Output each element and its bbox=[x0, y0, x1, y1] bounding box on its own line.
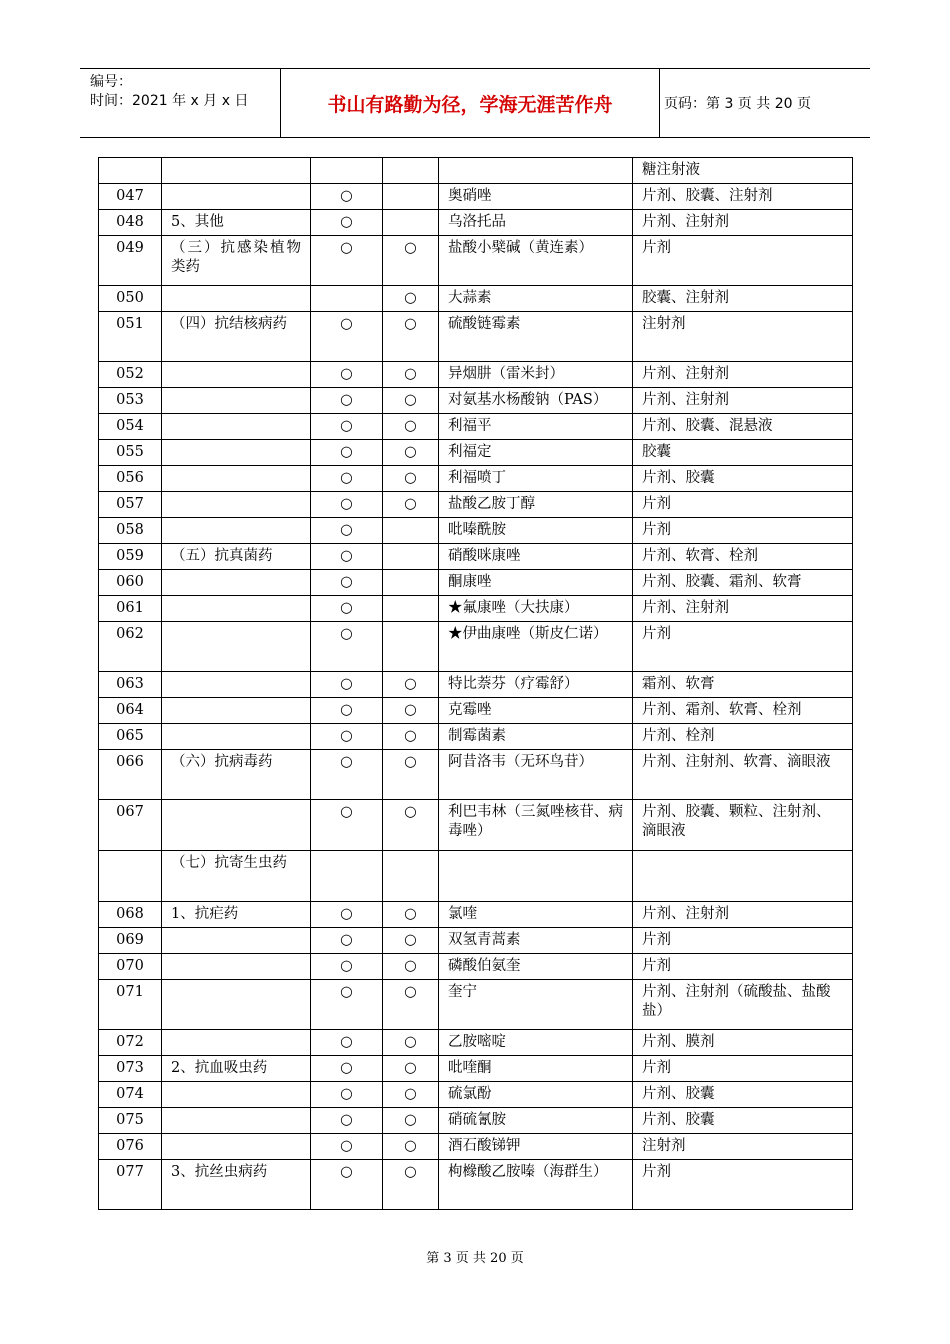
row-dosage-form: 片剂、栓剂 bbox=[633, 724, 853, 750]
row-number: 070 bbox=[99, 954, 162, 980]
page-footer: 第 3 页 共 20 页 bbox=[426, 1251, 524, 1266]
row-mark-1 bbox=[311, 851, 383, 902]
row-dosage-form: 片剂 bbox=[633, 492, 853, 518]
row-drug-name: 硝酸咪康唑 bbox=[439, 544, 633, 570]
row-mark-2 bbox=[383, 570, 439, 596]
document-time-label: 时间：2021 年 x 月 x 日 bbox=[90, 93, 249, 109]
row-mark-1: ○ bbox=[311, 492, 383, 518]
row-dosage-form: 注射剂 bbox=[633, 1134, 853, 1160]
table-row bbox=[99, 414, 853, 440]
row-drug-name: 奎宁 bbox=[439, 980, 633, 1030]
row-mark-2: ○ bbox=[383, 1082, 439, 1108]
row-mark-2: ○ bbox=[383, 492, 439, 518]
table-row bbox=[99, 1160, 853, 1210]
row-mark-2: ○ bbox=[383, 1108, 439, 1134]
row-mark-1: ○ bbox=[311, 724, 383, 750]
row-category: 1、抗疟药 bbox=[162, 902, 311, 928]
row-drug-name: ★氟康唑（大扶康） bbox=[439, 596, 633, 622]
row-mark-1: ○ bbox=[311, 698, 383, 724]
row-drug-name: 吡嗪酰胺 bbox=[439, 518, 633, 544]
row-mark-2: ○ bbox=[383, 1030, 439, 1056]
row-mark-1: ○ bbox=[311, 902, 383, 928]
row-mark-2 bbox=[383, 622, 439, 672]
row-dosage-form: 胶囊 bbox=[633, 440, 853, 466]
table-row bbox=[99, 698, 853, 724]
row-category bbox=[162, 800, 311, 851]
row-number: 061 bbox=[99, 596, 162, 622]
table-row bbox=[99, 518, 853, 544]
row-mark-2 bbox=[383, 158, 439, 184]
row-category bbox=[162, 492, 311, 518]
row-dosage-form: 片剂、胶囊、混悬液 bbox=[633, 414, 853, 440]
row-number: 063 bbox=[99, 672, 162, 698]
row-mark-1: ○ bbox=[311, 596, 383, 622]
row-mark-2: ○ bbox=[383, 980, 439, 1030]
row-number: 069 bbox=[99, 928, 162, 954]
row-dosage-form: 片剂、注射剂 bbox=[633, 902, 853, 928]
row-mark-2: ○ bbox=[383, 750, 439, 800]
table-row bbox=[99, 440, 853, 466]
row-number: 053 bbox=[99, 388, 162, 414]
row-number: 049 bbox=[99, 236, 162, 286]
row-category bbox=[162, 980, 311, 1030]
row-number: 076 bbox=[99, 1134, 162, 1160]
row-number: 071 bbox=[99, 980, 162, 1030]
row-category bbox=[162, 1082, 311, 1108]
table-row bbox=[99, 1108, 853, 1134]
row-category: （五）抗真菌药 bbox=[162, 544, 311, 570]
row-mark-2: ○ bbox=[383, 466, 439, 492]
row-mark-1: ○ bbox=[311, 236, 383, 286]
row-mark-2: ○ bbox=[383, 312, 439, 362]
row-dosage-form: 糖注射液 bbox=[633, 158, 853, 184]
row-mark-1: ○ bbox=[311, 750, 383, 800]
row-mark-2 bbox=[383, 518, 439, 544]
row-mark-2: ○ bbox=[383, 928, 439, 954]
row-mark-1 bbox=[311, 158, 383, 184]
row-dosage-form: 片剂 bbox=[633, 236, 853, 286]
row-dosage-form: 片剂、胶囊、注射剂 bbox=[633, 184, 853, 210]
row-mark-2: ○ bbox=[383, 388, 439, 414]
row-category bbox=[162, 414, 311, 440]
row-category: 2、抗血吸虫药 bbox=[162, 1056, 311, 1082]
table-row bbox=[99, 466, 853, 492]
row-category: （七）抗寄生虫药 bbox=[162, 851, 311, 902]
row-drug-name: 大蒜素 bbox=[439, 286, 633, 312]
row-category bbox=[162, 622, 311, 672]
row-category bbox=[162, 158, 311, 184]
row-category bbox=[162, 596, 311, 622]
table-row bbox=[99, 184, 853, 210]
table-row bbox=[99, 210, 853, 236]
header-page-number: 页码：第 3 页 共 20 页 bbox=[664, 96, 811, 112]
row-mark-2 bbox=[383, 210, 439, 236]
row-number: 051 bbox=[99, 312, 162, 362]
row-dosage-form: 片剂 bbox=[633, 1056, 853, 1082]
row-category bbox=[162, 570, 311, 596]
row-category bbox=[162, 440, 311, 466]
table-row bbox=[99, 980, 853, 1030]
row-category bbox=[162, 1108, 311, 1134]
row-category bbox=[162, 928, 311, 954]
row-drug-name: 利福定 bbox=[439, 440, 633, 466]
row-mark-1: ○ bbox=[311, 184, 383, 210]
table-row bbox=[99, 286, 853, 312]
drug-table-body bbox=[99, 158, 853, 1210]
row-dosage-form: 片剂、注射剂 bbox=[633, 362, 853, 388]
row-mark-1: ○ bbox=[311, 388, 383, 414]
row-mark-1: ○ bbox=[311, 954, 383, 980]
row-number: 047 bbox=[99, 184, 162, 210]
row-mark-1: ○ bbox=[311, 622, 383, 672]
table-row bbox=[99, 236, 853, 286]
row-mark-1: ○ bbox=[311, 544, 383, 570]
row-drug-name: 酮康唑 bbox=[439, 570, 633, 596]
table-row bbox=[99, 622, 853, 672]
row-dosage-form: 霜剂、软膏 bbox=[633, 672, 853, 698]
row-drug-name: 盐酸小檗碱（黄连素） bbox=[439, 236, 633, 286]
header-motto: 书山有路勤为径，学海无涯苦作舟 bbox=[281, 69, 660, 137]
table-row bbox=[99, 570, 853, 596]
table-row bbox=[99, 1082, 853, 1108]
drug-table bbox=[98, 157, 853, 1210]
table-row bbox=[99, 1030, 853, 1056]
row-drug-name: 对氨基水杨酸钠（PAS） bbox=[439, 388, 633, 414]
row-dosage-form: 片剂 bbox=[633, 928, 853, 954]
row-category: 5、其他 bbox=[162, 210, 311, 236]
table-row bbox=[99, 750, 853, 800]
table-row bbox=[99, 158, 853, 184]
row-drug-name: 双氢青蒿素 bbox=[439, 928, 633, 954]
row-dosage-form: 片剂 bbox=[633, 1160, 853, 1210]
table-row bbox=[99, 851, 853, 902]
row-mark-2 bbox=[383, 851, 439, 902]
table-row bbox=[99, 596, 853, 622]
row-mark-2: ○ bbox=[383, 902, 439, 928]
row-number: 060 bbox=[99, 570, 162, 596]
row-number: 072 bbox=[99, 1030, 162, 1056]
row-dosage-form: 片剂、胶囊、霜剂、软膏 bbox=[633, 570, 853, 596]
row-number: 077 bbox=[99, 1160, 162, 1210]
row-mark-2 bbox=[383, 596, 439, 622]
row-drug-name: 盐酸乙胺丁醇 bbox=[439, 492, 633, 518]
row-number: 052 bbox=[99, 362, 162, 388]
row-dosage-form bbox=[633, 851, 853, 902]
row-category bbox=[162, 518, 311, 544]
row-dosage-form: 片剂 bbox=[633, 622, 853, 672]
row-mark-1: ○ bbox=[311, 800, 383, 851]
row-drug-name: 制霉菌素 bbox=[439, 724, 633, 750]
table-row bbox=[99, 800, 853, 851]
row-number: 055 bbox=[99, 440, 162, 466]
row-mark-1: ○ bbox=[311, 414, 383, 440]
table-row bbox=[99, 1056, 853, 1082]
row-mark-1 bbox=[311, 286, 383, 312]
row-drug-name: ★伊曲康唑（斯皮仁诺） bbox=[439, 622, 633, 672]
row-dosage-form: 片剂、注射剂（硫酸盐、盐酸盐） bbox=[633, 980, 853, 1030]
row-drug-name: 酒石酸锑钾 bbox=[439, 1134, 633, 1160]
row-mark-2: ○ bbox=[383, 1056, 439, 1082]
row-drug-name bbox=[439, 158, 633, 184]
row-drug-name: 乌洛托品 bbox=[439, 210, 633, 236]
table-row bbox=[99, 388, 853, 414]
row-category bbox=[162, 1134, 311, 1160]
row-number: 074 bbox=[99, 1082, 162, 1108]
header-meta bbox=[80, 69, 281, 137]
row-dosage-form: 片剂、注射剂、软膏、滴眼液 bbox=[633, 750, 853, 800]
row-drug-name: 特比萘芬（疗霉舒） bbox=[439, 672, 633, 698]
row-number: 056 bbox=[99, 466, 162, 492]
row-mark-2: ○ bbox=[383, 954, 439, 980]
row-category bbox=[162, 954, 311, 980]
row-category bbox=[162, 184, 311, 210]
row-dosage-form: 注射剂 bbox=[633, 312, 853, 362]
row-category bbox=[162, 362, 311, 388]
row-category bbox=[162, 388, 311, 414]
row-number: 065 bbox=[99, 724, 162, 750]
row-number: 062 bbox=[99, 622, 162, 672]
row-drug-name: 利福平 bbox=[439, 414, 633, 440]
row-mark-1: ○ bbox=[311, 518, 383, 544]
row-mark-1: ○ bbox=[311, 672, 383, 698]
table-row bbox=[99, 362, 853, 388]
row-number: 064 bbox=[99, 698, 162, 724]
row-category bbox=[162, 672, 311, 698]
row-dosage-form: 片剂、软膏、栓剂 bbox=[633, 544, 853, 570]
row-mark-1: ○ bbox=[311, 362, 383, 388]
row-mark-2 bbox=[383, 544, 439, 570]
row-drug-name: 奥硝唑 bbox=[439, 184, 633, 210]
row-dosage-form: 片剂、注射剂 bbox=[633, 388, 853, 414]
row-number: 067 bbox=[99, 800, 162, 851]
row-dosage-form: 片剂、胶囊 bbox=[633, 466, 853, 492]
row-drug-name: 硝硫氰胺 bbox=[439, 1108, 633, 1134]
row-category bbox=[162, 286, 311, 312]
row-mark-2: ○ bbox=[383, 698, 439, 724]
row-drug-name: 异烟肼（雷米封） bbox=[439, 362, 633, 388]
row-mark-1: ○ bbox=[311, 466, 383, 492]
row-mark-1: ○ bbox=[311, 570, 383, 596]
row-category: （六）抗病毒药 bbox=[162, 750, 311, 800]
row-drug-name: 硫酸链霉素 bbox=[439, 312, 633, 362]
row-dosage-form: 胶囊、注射剂 bbox=[633, 286, 853, 312]
row-drug-name: 硫氯酚 bbox=[439, 1082, 633, 1108]
row-number: 058 bbox=[99, 518, 162, 544]
row-number: 073 bbox=[99, 1056, 162, 1082]
row-mark-1: ○ bbox=[311, 980, 383, 1030]
row-drug-name: 枸橼酸乙胺嗪（海群生） bbox=[439, 1160, 633, 1210]
page-header bbox=[80, 68, 870, 138]
row-drug-name: 氯喹 bbox=[439, 902, 633, 928]
row-category: 3、抗丝虫病药 bbox=[162, 1160, 311, 1210]
row-category bbox=[162, 466, 311, 492]
row-mark-2: ○ bbox=[383, 724, 439, 750]
row-drug-name: 磷酸伯氨奎 bbox=[439, 954, 633, 980]
row-number: 059 bbox=[99, 544, 162, 570]
row-mark-1: ○ bbox=[311, 1160, 383, 1210]
row-dosage-form: 片剂、注射剂 bbox=[633, 596, 853, 622]
table-row bbox=[99, 928, 853, 954]
row-drug-name: 乙胺嘧啶 bbox=[439, 1030, 633, 1056]
row-mark-2: ○ bbox=[383, 800, 439, 851]
row-drug-name bbox=[439, 851, 633, 902]
row-number: 048 bbox=[99, 210, 162, 236]
table-row bbox=[99, 312, 853, 362]
row-mark-2: ○ bbox=[383, 672, 439, 698]
row-number: 054 bbox=[99, 414, 162, 440]
row-dosage-form: 片剂、注射剂 bbox=[633, 210, 853, 236]
row-drug-name: 吡喹酮 bbox=[439, 1056, 633, 1082]
row-category bbox=[162, 724, 311, 750]
row-mark-1: ○ bbox=[311, 1056, 383, 1082]
row-mark-2 bbox=[383, 184, 439, 210]
row-number: 075 bbox=[99, 1108, 162, 1134]
row-mark-2: ○ bbox=[383, 1160, 439, 1210]
row-mark-1: ○ bbox=[311, 1108, 383, 1134]
row-number: 066 bbox=[99, 750, 162, 800]
row-number bbox=[99, 158, 162, 184]
row-dosage-form: 片剂、霜剂、软膏、栓剂 bbox=[633, 698, 853, 724]
row-mark-1: ○ bbox=[311, 1134, 383, 1160]
row-category bbox=[162, 1030, 311, 1056]
row-mark-2: ○ bbox=[383, 440, 439, 466]
table-row bbox=[99, 954, 853, 980]
row-mark-1: ○ bbox=[311, 1030, 383, 1056]
row-drug-name: 阿昔洛韦（无环鸟苷） bbox=[439, 750, 633, 800]
row-number: 068 bbox=[99, 902, 162, 928]
row-mark-1: ○ bbox=[311, 440, 383, 466]
row-number: 057 bbox=[99, 492, 162, 518]
row-drug-name: 利福喷丁 bbox=[439, 466, 633, 492]
row-mark-2: ○ bbox=[383, 414, 439, 440]
row-category bbox=[162, 698, 311, 724]
row-mark-1: ○ bbox=[311, 928, 383, 954]
row-dosage-form: 片剂 bbox=[633, 954, 853, 980]
row-number: 050 bbox=[99, 286, 162, 312]
document-number-label: 编号： bbox=[90, 74, 132, 90]
row-dosage-form: 片剂 bbox=[633, 518, 853, 544]
row-drug-name: 克霉唑 bbox=[439, 698, 633, 724]
row-mark-2: ○ bbox=[383, 286, 439, 312]
row-mark-2: ○ bbox=[383, 236, 439, 286]
row-mark-2: ○ bbox=[383, 362, 439, 388]
table-row bbox=[99, 1134, 853, 1160]
row-category: （四）抗结核病药 bbox=[162, 312, 311, 362]
row-mark-1: ○ bbox=[311, 1082, 383, 1108]
table-row bbox=[99, 724, 853, 750]
row-mark-1: ○ bbox=[311, 312, 383, 362]
row-dosage-form: 片剂、胶囊 bbox=[633, 1082, 853, 1108]
row-number bbox=[99, 851, 162, 902]
row-mark-1: ○ bbox=[311, 210, 383, 236]
row-category: （三）抗感染植物类药 bbox=[162, 236, 311, 286]
row-mark-2: ○ bbox=[383, 1134, 439, 1160]
row-dosage-form: 片剂、胶囊、颗粒、注射剂、滴眼液 bbox=[633, 800, 853, 851]
row-drug-name: 利巴韦林（三氮唑核苷、病毒唑） bbox=[439, 800, 633, 851]
table-row bbox=[99, 902, 853, 928]
table-row bbox=[99, 492, 853, 518]
row-dosage-form: 片剂、胶囊 bbox=[633, 1108, 853, 1134]
table-row bbox=[99, 544, 853, 570]
row-dosage-form: 片剂、膜剂 bbox=[633, 1030, 853, 1056]
table-row bbox=[99, 672, 853, 698]
